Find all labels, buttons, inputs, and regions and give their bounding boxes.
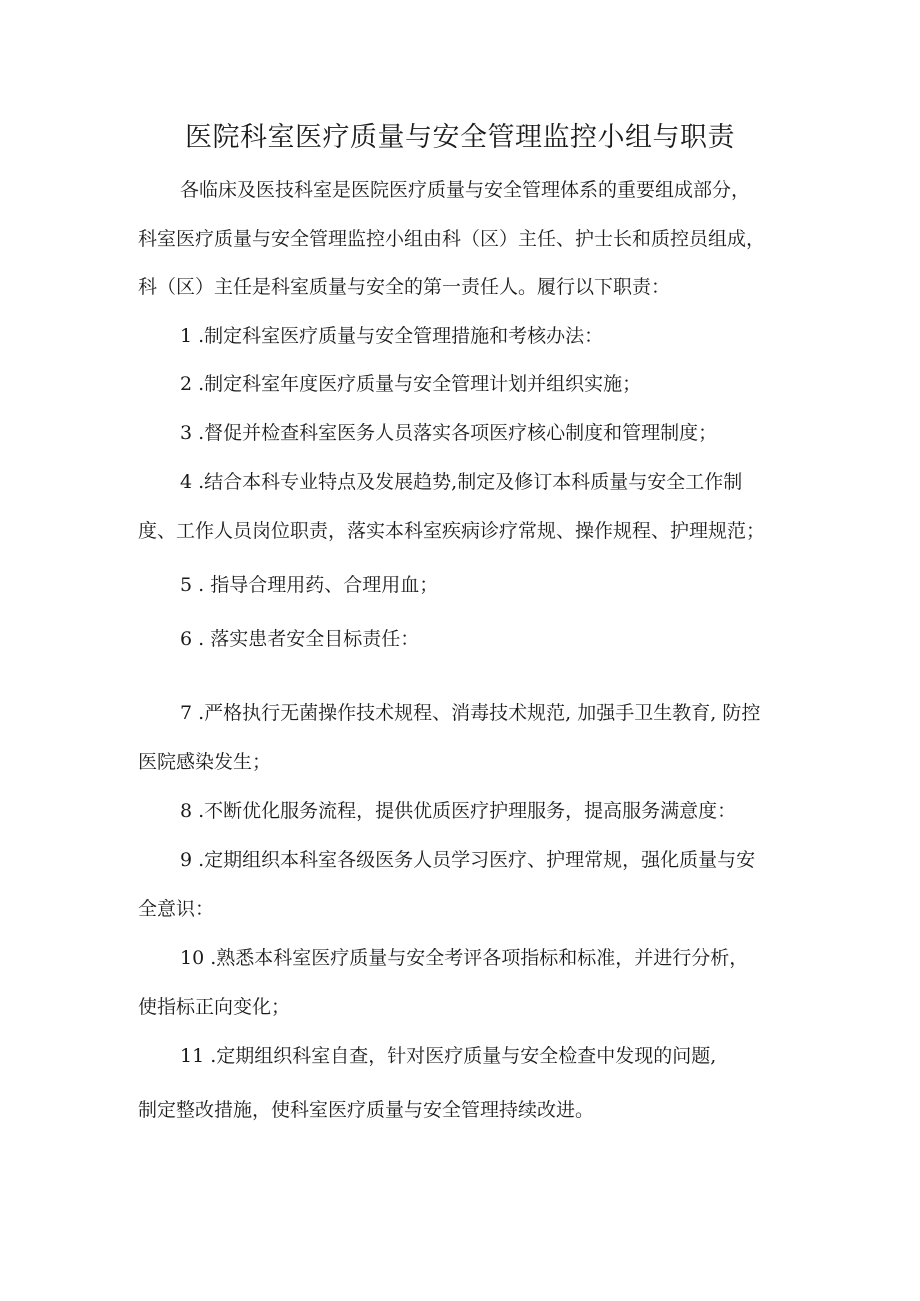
- duty-item-5: 5 . 指导合理用药、合理用血；: [180, 574, 439, 596]
- duty-item-9: 9 .定期组织本科室各级医务人员学习医疗、护理常规，强化质量与安: [180, 849, 756, 871]
- duty-item-9-cont: 全意识：: [138, 898, 215, 920]
- duty-item-10: 10 .熟悉本科室医疗质量与安全考评各项指标和标准，并进行分析，: [180, 947, 749, 969]
- duty-item-1: 1 .制定科室医疗质量与安全管理措施和考核办法：: [180, 325, 604, 347]
- duty-item-6: 6 . 落实患者安全目标责任：: [180, 628, 420, 650]
- intro-line: 科室医疗质量与安全管理监控小组由科（区）主任、护士长和质控员组成，: [138, 228, 766, 250]
- duty-item-2: 2 .制定科室年度医疗质量与安全管理计划并组织实施；: [180, 373, 642, 395]
- document-title: 医院科室医疗质量与安全管理监控小组与职责: [185, 122, 735, 153]
- duty-item-11-cont: 制定整改措施，使科室医疗质量与安全管理持续改进。: [138, 1099, 595, 1121]
- duty-item-8: 8 .不断优化服务流程，提供优质医疗护理服务，提高服务满意度：: [180, 800, 737, 822]
- duty-item-11: 11 .定期组织科室自查，针对医疗质量与安全检查中发现的问题,: [180, 1045, 717, 1067]
- duty-item-7-cont: 医院感染发生；: [138, 751, 272, 773]
- duty-item-4-cont: 度、工作人员岗位职责，落实本科室疾病诊疗常规、操作规程、护理规范；: [138, 520, 766, 542]
- intro-line: 科（区）主任是科室质量与安全的第一责任人。履行以下职责：: [138, 276, 671, 298]
- duty-item-3: 3 .督促并检查科室医务人员落实各项医疗核心制度和管理制度；: [180, 422, 718, 444]
- duty-item-10-cont: 使指标正向变化；: [138, 996, 291, 1018]
- duty-item-4: 4 .结合本科专业特点及发展趋势,制定及修订本科质量与安全工作制: [180, 471, 743, 493]
- duty-item-7: 7 .严格执行无菌操作技术规程、消毒技术规范, 加强手卫生教育, 防控: [180, 702, 761, 724]
- intro-line: 各临床及医技科室是医院医疗质量与安全管理体系的重要组成部分，: [180, 179, 751, 201]
